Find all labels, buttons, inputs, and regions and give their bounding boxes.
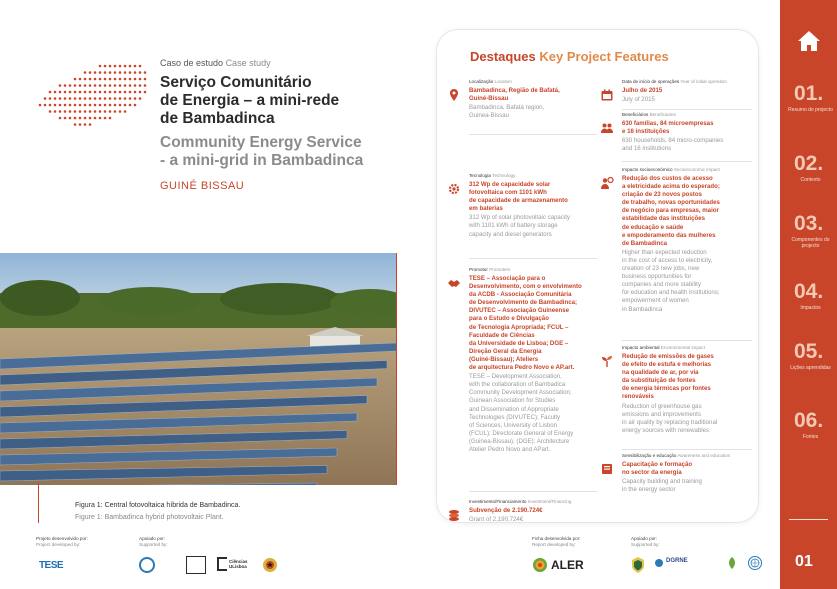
feature-value-en-line: Grant of 2,190,724€ [469, 516, 524, 524]
feature-value-en-line: 630 households, 84 micro-companies [622, 137, 724, 145]
sidebar-nav-label: Fontes [802, 434, 819, 440]
government-seal-logo [262, 556, 278, 574]
person-euro-icon [600, 176, 614, 190]
key-features-card [436, 29, 759, 523]
guinea-bissau-dot-map [30, 62, 150, 132]
feature-value-line: da ACDB - Associação Comunitária [469, 291, 572, 299]
feature-label: Impacto ambiental [622, 345, 660, 350]
sidebar-nav-label: Impactos [800, 305, 821, 311]
footer-label: Ficha desenvolvida por: [532, 536, 581, 541]
kicker-en: Case study [225, 58, 271, 68]
feature-value-line: Capacitação e formação [622, 461, 693, 468]
location-pin-icon [447, 88, 461, 102]
aler-logo-text: ALER [551, 558, 584, 572]
caption-rule [38, 483, 39, 523]
feature-label: Tecnologia [469, 173, 491, 178]
country-label: GUINÉ BISSAU [160, 180, 245, 192]
feature-value-en-line: and 16 institutions [622, 145, 672, 153]
feature-value-line: Guiné-Bissau [469, 95, 509, 103]
caption-pt: Figura 1: Central fotovoltaica híbrida de Bambadinca. [75, 502, 241, 509]
title-pt-line: de Bambadinca [160, 110, 275, 127]
feature-value-en-line: Guinean Association for Studies [469, 397, 556, 405]
feature-value-en-line: with 1101 kWh of battery storage [469, 222, 558, 230]
sidebar-nav-number: 01. [794, 82, 824, 105]
feature-label-en: Socioeconomic impact [673, 167, 720, 172]
feature-label-en: Promoters [489, 267, 511, 272]
feature-value-line: da Universidade de Lisboa; DGE – [469, 339, 569, 347]
title-en-line: - a mini-grid in Bambadinca [160, 152, 364, 169]
gear-icon [447, 182, 461, 196]
feature-label-en: Environmental impact [660, 345, 705, 350]
sidebar-nav-item[interactable] [780, 281, 837, 311]
card-title-pt: Destaques [470, 49, 536, 64]
feature-value-line: de energia térmicas por fontes [622, 385, 711, 393]
feature-label: Promotor [469, 267, 488, 272]
feature-label: Sensibilização e educação [622, 453, 677, 458]
feature-label: Data de início de operações [622, 79, 680, 84]
feature-value-line: Faculdade de Ciências [469, 331, 535, 339]
feature-value-line: em baterias [469, 205, 503, 213]
feature-value-line: Direção Geral da Energia [469, 347, 542, 355]
title-pt-line: de Energia – a mini-rede [160, 92, 340, 109]
feature-value-line: Julho de 2015 [622, 87, 663, 94]
feature-value-en-line: capacity and diesel generators [469, 230, 552, 238]
dgrne-logo-text: DGRNE [666, 558, 688, 564]
feature-value-line: de Bambadinca [622, 239, 668, 247]
card-title-en: Key Project Features [539, 49, 669, 64]
coins-icon [447, 508, 461, 522]
feature-value-line: TESE – Associação para o [469, 275, 546, 282]
feature-value-en-line: emissions and improvements [622, 410, 701, 418]
feature-value-line: fotovoltaica com 1101 kWh [469, 189, 547, 197]
feature-divider [622, 449, 752, 450]
feature-value-line: a eletricidade acima do esperado; [622, 183, 720, 191]
feature-value-en-line: with the collaboration of Bambadica [469, 381, 566, 389]
people-icon [600, 121, 614, 135]
feature-value-en-line: creation of 23 new jobs, new [622, 265, 700, 273]
feature-value-line: e empoderamento das mulheres [622, 231, 716, 239]
sidebar-nav-item[interactable] [780, 341, 837, 371]
card-title [470, 49, 669, 64]
feature-value-line: DIVUTEC – Associação Guineense [469, 307, 570, 315]
feature-value-en-line: in the cost of access to electricity, [622, 256, 713, 264]
feature-label-en: Location [494, 79, 512, 84]
feature-value-line: 312 Wp de capacidade solar [469, 181, 551, 188]
feature-label: Impacto socioeconómico [622, 167, 673, 172]
feature-label: Investimento/Financiamento [469, 499, 527, 504]
feature-value-en-line: of Sciences, University of Lisbon [469, 421, 558, 429]
feature-value-line: de Tecnologia Apropriada; FCUL – [469, 323, 569, 331]
footer-supported-by-2 [631, 536, 660, 548]
feature-value-line: e 16 instituições [622, 128, 670, 136]
feature-value-en-line: empowerment of women [622, 297, 689, 305]
feature-value-line: para o Estudo e Divulgação [469, 315, 549, 323]
sidebar-nav-item[interactable] [780, 153, 837, 183]
feature-value-en-line: Bambadinca, Bafatá region, [469, 104, 545, 112]
footer-supported-by [139, 536, 168, 548]
footer-label: Projeto desenvolvido por: [36, 536, 88, 541]
feature-value-en-line: (Guinea-Bissau), (DGE); Architecture [469, 437, 570, 445]
sidebar-nav-item[interactable] [780, 410, 837, 440]
feature-value-en-line: business opportunities for [622, 273, 692, 281]
sidebar-nav-label: Lições aprendidas [790, 365, 831, 371]
feature-value-line: Bambadinca, Região de Bafatá, [469, 87, 560, 94]
calendar-icon [600, 88, 614, 102]
footer-label: Apoiado por: [139, 536, 166, 541]
figure-caption [75, 500, 240, 524]
feature-value-line: Subvenção de 2.190.724€ [469, 507, 543, 514]
feature-value-en-line: (FCUL); Directorate General of Energy [469, 429, 574, 437]
case-study-kicker [160, 58, 430, 68]
sidebar-nav-item[interactable] [780, 213, 837, 249]
sidebar-nav-number: 04. [794, 280, 824, 303]
feature-value-en-line: in air quality by replacing traditional [622, 418, 718, 426]
footer-label-en: Supported by: [631, 542, 660, 547]
feature-value-line: na qualidade de ar, por via [622, 369, 699, 377]
sidebar-nav-number: 06. [794, 409, 824, 432]
feature-value-en-line: 312 Wp of solar photovoltaic capacity [469, 214, 570, 222]
tese-logo: TESE [38, 559, 64, 571]
feature-value-en-line: July of 2015 [622, 96, 655, 104]
sidebar-nav-item[interactable] [780, 83, 837, 113]
ciencias-logo-mark [217, 557, 227, 571]
section-sidebar [780, 0, 837, 589]
supporter-logo-frame [186, 556, 206, 574]
footer-label-en: Project developed by: [36, 542, 81, 547]
feature-label-en: Technology [492, 173, 516, 178]
feature-value-en-line: for education and health institutions; [622, 289, 720, 297]
feature-value-en-line: in Bambadinca [622, 305, 663, 313]
handshake-icon [447, 276, 461, 290]
feature-value-en-line: Technologies (DIVUTEC); Faculty [469, 413, 561, 421]
feature-divider [469, 258, 597, 259]
feature-value-line: 630 famílias, 84 microempresas [622, 120, 714, 127]
title-portuguese [160, 74, 430, 128]
sidebar-nav-number: 02. [794, 152, 824, 175]
book-icon [600, 462, 614, 476]
sprout-icon [600, 354, 614, 368]
feature-value-en-line: TESE – Development Association, [469, 373, 562, 381]
feature-value-line: Desenvolvimento, com o envolvimento [469, 283, 582, 291]
feature-value-line: de negócio para empresas, maior [622, 207, 719, 215]
supporter-emblem-logo [631, 556, 645, 574]
feature-value-line: (Guiné-Bissau); Ateliers [469, 355, 539, 363]
supporter-leaf-logo [726, 556, 738, 570]
feature-value-line: renováveis [622, 393, 654, 401]
feature-value-line: de Desenvolvimento de Bambadinca; [469, 299, 578, 307]
feature-value-en-line: Capacity building and training [622, 478, 702, 486]
dgrne-logo-mark [655, 559, 663, 567]
feature-value-line: de educação e saúde [622, 223, 684, 231]
sidebar-divider [789, 519, 828, 520]
title-pt-line: Serviço Comunitário [160, 74, 312, 91]
supporter-logo-circle [139, 557, 155, 573]
feature-value-line: Redução de emissões de gases [622, 353, 714, 360]
sidebar-nav-number: 05. [794, 340, 824, 363]
feature-label: Beneficiários [622, 112, 649, 117]
feature-value-line: estabilidade das instituições [622, 215, 705, 223]
footer-label-en: Report developed by: [532, 542, 576, 547]
feature-value-line: no sector da energia [622, 469, 682, 477]
feature-divider [469, 491, 597, 492]
feature-divider [622, 161, 752, 162]
feature-divider [622, 109, 752, 110]
feature-value-line: criação de 23 novos postos [622, 191, 702, 199]
sidebar-nav-number: 03. [794, 212, 824, 235]
footer-label: Apoiado por: [631, 536, 658, 541]
feature-value-en-line: and Dissemination of Appropriate [469, 405, 559, 413]
feature-value-en-line: energy sources with renewables [622, 426, 710, 434]
page-number: 01 [795, 553, 813, 570]
caption-en: Figure 1: Bambadinca hybrid photovoltaic Plant. [75, 514, 224, 521]
aler-logo-mark [532, 557, 548, 573]
sidebar-nav-label: Componentes do projecto [791, 237, 830, 249]
feature-value-en-line: Higher than expected reduction [622, 248, 707, 256]
feature-value-line: de capacidade de armazenamento [469, 197, 568, 205]
feature-value-en-line: Reduction of greenhouse gas [622, 402, 702, 410]
footer-report-by [532, 536, 581, 548]
feature-label-en: Year of initial operation [680, 79, 727, 84]
feature-value-line: de trabalho, novas oportunidades [622, 199, 720, 207]
footer-label-en: Supported by: [139, 542, 168, 547]
feature-value-line: de efeito de estufa e melhorias [622, 361, 712, 369]
feature-label-en: Investment/Financing [527, 499, 572, 504]
un-logo [748, 556, 762, 570]
title-en-line: Community Energy Service [160, 134, 362, 151]
feature-value-en-line: Guinea-Bissau [469, 112, 509, 120]
feature-label-en: Awareness and education [677, 453, 731, 458]
feature-value-en-line: in the energy sector [622, 486, 676, 494]
feature-value-line: da substituição de fontes [622, 377, 696, 385]
kicker-pt: Caso de estudo [160, 58, 224, 68]
feature-value-line: Redução dos custos de acesso [622, 175, 713, 182]
footer-developed-by [36, 536, 88, 548]
sidebar-nav-label: Contexto [800, 177, 821, 183]
feature-value-line: de arquitectura Pedro Novo e AP.art. [469, 364, 575, 372]
feature-value-en-line: companies and more stability [622, 281, 701, 289]
solar-plant-photo [0, 253, 397, 485]
sidebar-nav-label: Resumo do projecto [788, 107, 833, 113]
feature-divider [622, 340, 752, 341]
home-icon[interactable] [797, 30, 821, 52]
ciencias-logo-text: Ciências ULisboa [229, 559, 248, 569]
feature-label: Localização [469, 79, 494, 84]
title-english [160, 134, 430, 170]
feature-label-en: Beneficiaries [649, 112, 676, 117]
feature-divider [469, 134, 597, 135]
feature-value-en-line: Atelier Pedro Novo and APart. [469, 445, 551, 453]
feature-value-en-line: Community Development Association; [469, 389, 572, 397]
header-block [160, 58, 430, 192]
